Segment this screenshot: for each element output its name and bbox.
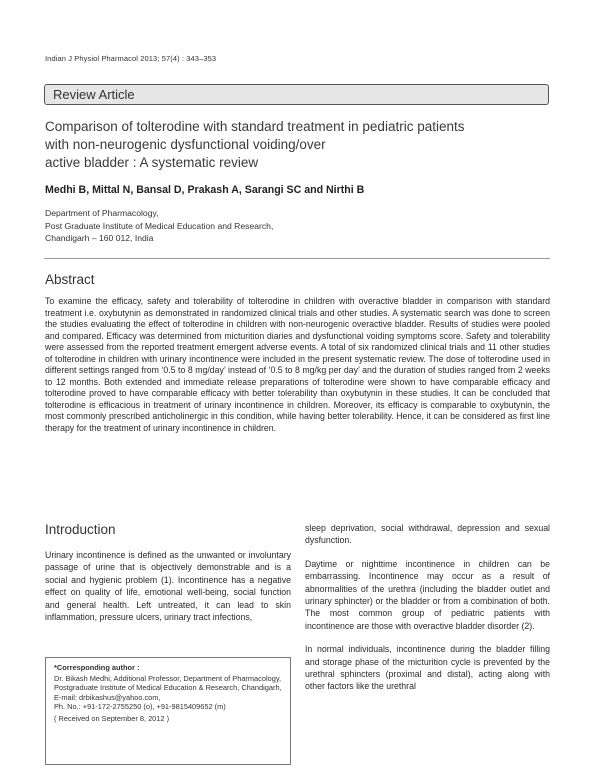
correspondence-line: Dr. Bikash Medhi, Additional Professor, Department of Pharmacology, Postgraduate Institute of Medical Education & Research, Chandigarh, E-mail: drbikashus@yahoo.com,	[54, 673, 282, 702]
introduction-heading: Introduction	[45, 522, 116, 537]
affiliation-line: Chandigarh – 160 012, India	[45, 233, 154, 243]
title-line: with non-neurogenic dysfunctional voiding/over	[45, 137, 326, 152]
affiliation-line: Department of Pharmacology,	[45, 208, 159, 218]
article-title	[45, 118, 550, 172]
title-line: active bladder : A systematic review	[45, 155, 259, 170]
received-date: ( Received on September 8, 2012 )	[54, 713, 170, 723]
paragraph: Daytime or nighttime incontinence in children can be embarrassing. Incontinence may occur as a result of abnormalities of the urethra (including the bladder outlet and urinary sphincter) or the bladder or from a combination of both. The most common group of pediatric patients with incontinence are those with overactive bladder disorder (2).	[305, 558, 550, 631]
journal-citation: Indian J Physiol Pharmacol 2013; 57(4) : 343–353	[45, 54, 217, 63]
abstract-heading: Abstract	[45, 272, 95, 287]
affiliation-line: Post Graduate Institute of Medical Education and Research,	[45, 220, 274, 231]
section-label: Review Article	[53, 87, 135, 102]
correspondence-line: Ph. No.: +91-172-2755250 (o), +91-9815409652 (m)	[54, 702, 226, 712]
title-line: Comparison of tolterodine with standard treatment in pediatric patients	[45, 119, 465, 134]
author-list: Medhi B, Mittal N, Bansal D, Prakash A, Sarangi SC and Nirthi B	[45, 184, 365, 196]
paragraph: Urinary incontinence is defined as the unwanted or involuntary passage of urine that is objectively demonstrable and is a social and hygienic problem (1). Incontinence has a negative effect on quality of life, emotional well-being, social function and general health. Left untreated, it can lead to skin inflammation, pressure ulcers, urinary tract infections,	[45, 550, 291, 623]
introduction-left-column	[45, 549, 291, 623]
section-label-box	[44, 84, 549, 105]
paragraph: In normal individuals, incontinence during the bladder filling and storage phase of the micturition cycle is prevented by the urethral sphincters (proximal and distal), acting along with other factors like the urethral	[305, 644, 550, 692]
affiliation	[45, 207, 273, 245]
divider	[44, 258, 550, 259]
abstract-body: To examine the efficacy, safety and tolerability of tolterodine in children with overactive bladder in comparison with standard treatment i.e. oxybutynin as demonstrated in randomized clinical trials and other studies. A systematic search was done to screen the studies evaluating the effect of tolterodine in children with non-neurogenic overactive bladder. Results of studies were pooled and compared. Efficacy was determined from micturition diaries and dysfunctional voiding symptoms score. Safety and tolerability were assessed from the reported treatment emergent adverse events. A total of six randomized clinical trials and 11 other studies of tolterodine in children with urinary incontinence were included in the present systematic review. The dose of tolterodine used in different settings ranged from ‘0.5 to 8 mg/day’ instead of ‘0.5 to 8 mg/kg per day’ and the duration of studies ranged from 2 weeks to 12 months. Both extended and immediate release preparations of tolterodine were shown to have comparable efficacy and tolterodine proved to have comparable efficacy with better tolerability than oxybutynin in these studies. It can be concluded that tolterodine is efficacious in treatment of urinary incontinence in children. Moreover, its efficacy is comparable to oxybutynin, the most commonly prescribed anticholinergic in this condition, while having better tolerability. Hence, it can be considered as first line therapy for the treatment of urinary incontinence in children.	[45, 296, 550, 433]
paragraph: sleep deprivation, social withdrawal, depression and sexual dysfunction.	[305, 523, 550, 546]
introduction-right-column	[305, 522, 550, 704]
correspondence-box	[45, 657, 291, 765]
correspondence-heading: *Corresponding author :	[54, 663, 140, 672]
